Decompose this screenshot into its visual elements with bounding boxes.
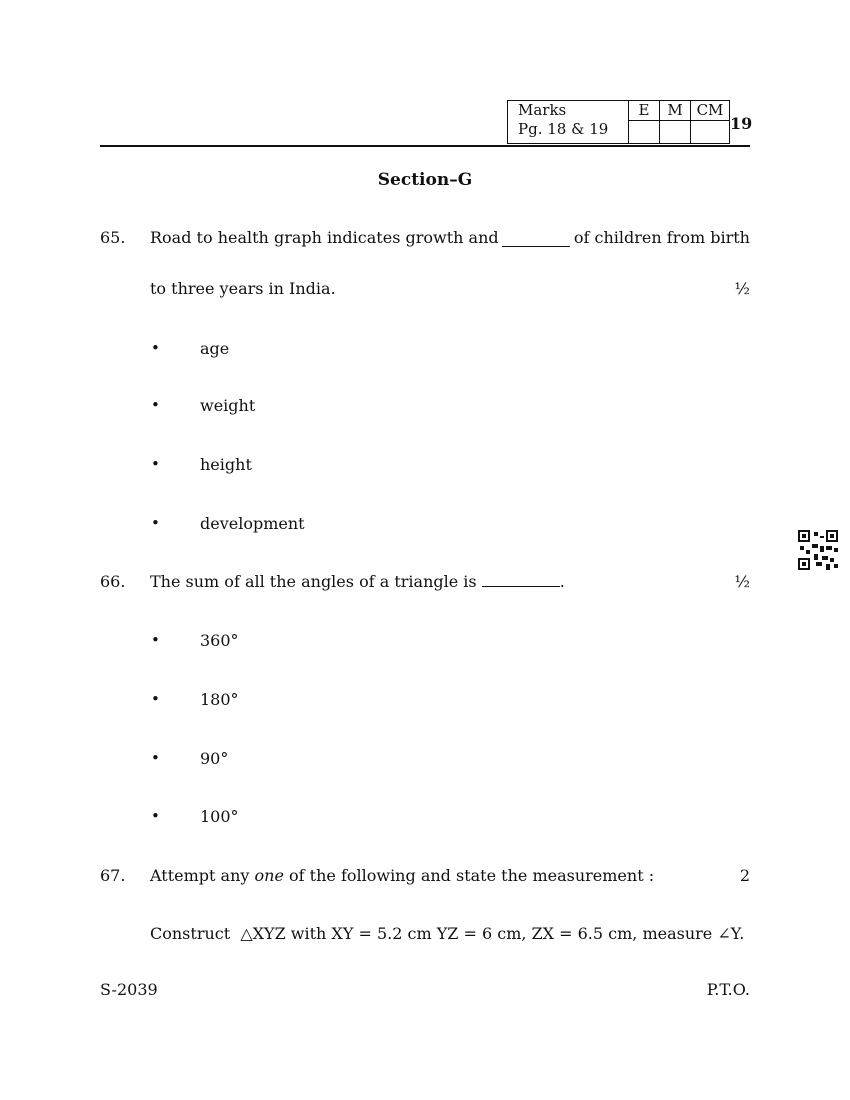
marks-box-m <box>660 121 691 144</box>
question-65-text-a: Road to health graph indicates growth and <box>150 228 499 247</box>
section-title: Section–G <box>377 170 473 190</box>
bullet-icon: • <box>151 514 160 532</box>
bullet-icon: • <box>151 396 160 414</box>
bullet-icon: • <box>151 339 160 357</box>
page-number: 19 <box>730 114 753 133</box>
q66-option-3: 90° <box>200 749 229 768</box>
footer-code: S-2039 <box>100 980 158 999</box>
marks-box-e <box>629 121 660 144</box>
q66-option-1: 360° <box>200 631 239 650</box>
question-66-blank <box>482 586 560 587</box>
marks-label: Marks <box>518 101 567 119</box>
q65-option-3: height <box>200 455 252 474</box>
q66-option-4: 100° <box>200 807 239 826</box>
qr-code-icon <box>798 530 838 570</box>
marks-label-cell <box>508 101 629 144</box>
marks-table <box>507 100 730 144</box>
question-67-emphasis: one <box>254 866 284 885</box>
bullet-icon: • <box>151 631 160 649</box>
question-65-blank <box>502 228 570 247</box>
marks-box-cm <box>691 121 730 144</box>
question-65-line1 <box>150 228 750 247</box>
q65-option-2: weight <box>200 396 256 415</box>
bullet-icon: • <box>151 749 160 767</box>
question-67-text-b: of the following and state the measurement : <box>289 866 655 885</box>
marks-pages: Pg. 18 & 19 <box>518 120 609 138</box>
question-66-text-b: . <box>559 572 565 591</box>
q65-option-4: development <box>200 514 305 533</box>
footer-pto: P.T.O. <box>706 980 750 999</box>
question-67-number: 67. <box>100 866 126 885</box>
q65-option-1: age <box>200 339 230 358</box>
question-66-line1 <box>150 572 565 591</box>
question-65-text-b: of children from birth <box>573 228 750 247</box>
question-66-text-a: The sum of all the angles of a triangle is <box>150 572 477 591</box>
question-67-marks: 2 <box>739 866 750 885</box>
marks-col-e: E <box>629 101 660 121</box>
question-67-text-a: Attempt any <box>150 866 250 885</box>
marks-col-m: M <box>660 101 691 121</box>
question-67-line1 <box>150 866 654 885</box>
bullet-icon: • <box>151 690 160 708</box>
question-65-marks: ½ <box>734 279 750 298</box>
bullet-icon: • <box>151 455 160 473</box>
q66-option-2: 180° <box>200 690 239 709</box>
question-66-number: 66. <box>100 572 126 591</box>
question-66-marks: ½ <box>734 572 750 591</box>
question-65-line2: to three years in India. <box>150 279 336 298</box>
marks-col-cm: CM <box>691 101 730 121</box>
question-65-number: 65. <box>100 228 126 247</box>
question-67-construct: Construct △XYZ with XY = 5.2 cm YZ = 6 cm, ZX = 6.5 cm, measure ∠Y. <box>150 924 745 943</box>
header-rule <box>100 145 750 147</box>
bullet-icon: • <box>151 807 160 825</box>
